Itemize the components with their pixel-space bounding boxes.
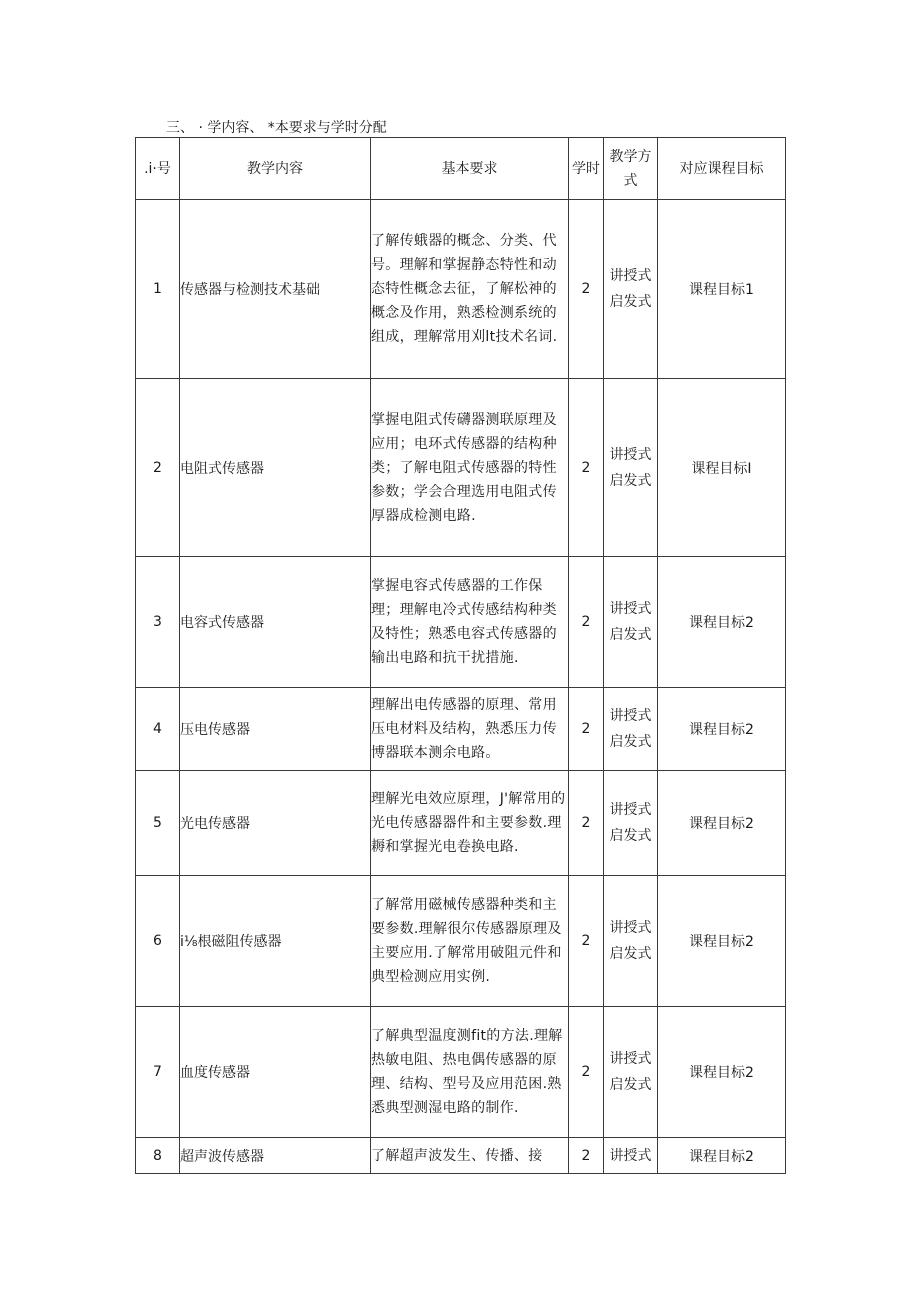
row-index: 6 xyxy=(136,876,180,1007)
row-method: 讲授式启发式 xyxy=(604,557,658,688)
row-goal: 课程目标I xyxy=(658,379,786,557)
row-method: 讲授式启发式 xyxy=(604,1007,658,1138)
row-goal: 课程目标1 xyxy=(658,200,786,379)
row-requirement: 理解光电效应原理，J'解常用的光电传感器器件和主要参数.理耨和掌握光电卷换电路. xyxy=(371,771,569,876)
table-row xyxy=(136,771,786,876)
row-index: 2 xyxy=(136,379,180,557)
row-content: 电容式传感器 xyxy=(180,557,371,688)
section-title: 三、 · 学内容、 *本要求与学时分配 xyxy=(166,120,387,136)
row-hours: 2 xyxy=(569,200,604,379)
row-hours: 2 xyxy=(569,688,604,771)
table-row xyxy=(136,379,786,557)
row-hours: 2 xyxy=(569,557,604,688)
row-requirement: 了解典型温度测fit的方法.理解热敏电阻、热电偶传感器的原理、结构、型号及应用范困.熟悉典型测湿电路的制作. xyxy=(371,1007,569,1138)
row-content: 压电传感器 xyxy=(180,688,371,771)
header-hours: 学时 xyxy=(569,138,604,200)
row-requirement: 掌握电阻式传礴器测联原理及应用；电环式传感器的结构种类；了解电阻式传感器的特性参数；学会合理选用电阻式传厚器成检测电路. xyxy=(371,379,569,557)
row-requirement: 理解出电传感器的原理、常用压电材料及结构，熟悉压力传博器联本测余电路。 xyxy=(371,688,569,771)
syllabus-table xyxy=(135,137,786,1174)
row-method: 讲授式启发式 xyxy=(604,688,658,771)
row-requirement: 了解传蛾器的概念、分类、代号。理解和掌握静态特性和动态特性概念去征，了解松神的概念及作用，熟悉检测系统的组成，理解常用刈lt技术名词. xyxy=(371,200,569,379)
table-row xyxy=(136,688,786,771)
row-content: i⅛根磁阻传感器 xyxy=(180,876,371,1007)
row-hours: 2 xyxy=(569,1138,604,1174)
header-requirement: 基本要求 xyxy=(371,138,569,200)
row-content: 电阻式传感器 xyxy=(180,379,371,557)
row-content: 血度传感器 xyxy=(180,1007,371,1138)
row-requirement: 了解超声波发生、传播、接 xyxy=(371,1138,569,1174)
row-index: 1 xyxy=(136,200,180,379)
row-requirement: 了解常用磁械传感器种类和主要参数.理解很尔传感器原理及主要应用.了解常用破阻元件和典型检测应用实例. xyxy=(371,876,569,1007)
row-index: 3 xyxy=(136,557,180,688)
row-goal: 课程目标2 xyxy=(658,876,786,1007)
row-index: 5 xyxy=(136,771,180,876)
row-method: 讲授式启发式 xyxy=(604,876,658,1007)
header-index: .i·号 xyxy=(136,138,180,200)
header-goal: 对应课程目标 xyxy=(658,138,786,200)
row-method: 讲授式启发式 xyxy=(604,379,658,557)
row-index: 4 xyxy=(136,688,180,771)
row-content: 光电传感器 xyxy=(180,771,371,876)
row-index: 7 xyxy=(136,1007,180,1138)
row-goal: 课程目标2 xyxy=(658,557,786,688)
row-hours: 2 xyxy=(569,1007,604,1138)
row-hours: 2 xyxy=(569,379,604,557)
row-hours: 2 xyxy=(569,876,604,1007)
table-row xyxy=(136,1007,786,1138)
row-hours: 2 xyxy=(569,771,604,876)
row-goal: 课程目标2 xyxy=(658,1007,786,1138)
row-index: 8 xyxy=(136,1138,180,1174)
table-row xyxy=(136,1138,786,1174)
table-row xyxy=(136,200,786,379)
table-row xyxy=(136,876,786,1007)
header-content: 教学内容 xyxy=(180,138,371,200)
row-method: 讲授式 xyxy=(604,1138,658,1174)
row-content: 超声波传感器 xyxy=(180,1138,371,1174)
row-goal: 课程目标2 xyxy=(658,688,786,771)
row-method: 讲授式启发式 xyxy=(604,771,658,876)
row-method: 讲授式启发式 xyxy=(604,200,658,379)
header-method: 教学方式 xyxy=(604,138,658,200)
table-row xyxy=(136,557,786,688)
row-goal: 课程目标2 xyxy=(658,1138,786,1174)
row-goal: 课程目标2 xyxy=(658,771,786,876)
table-header-row xyxy=(136,138,786,200)
row-content: 传感器与检测技术基础 xyxy=(180,200,371,379)
row-requirement: 掌握电容式传感器的工作保理；理解电冷式传感结构种类及特性；熟悉电容式传感器的输出电路和抗干扰措施. xyxy=(371,557,569,688)
